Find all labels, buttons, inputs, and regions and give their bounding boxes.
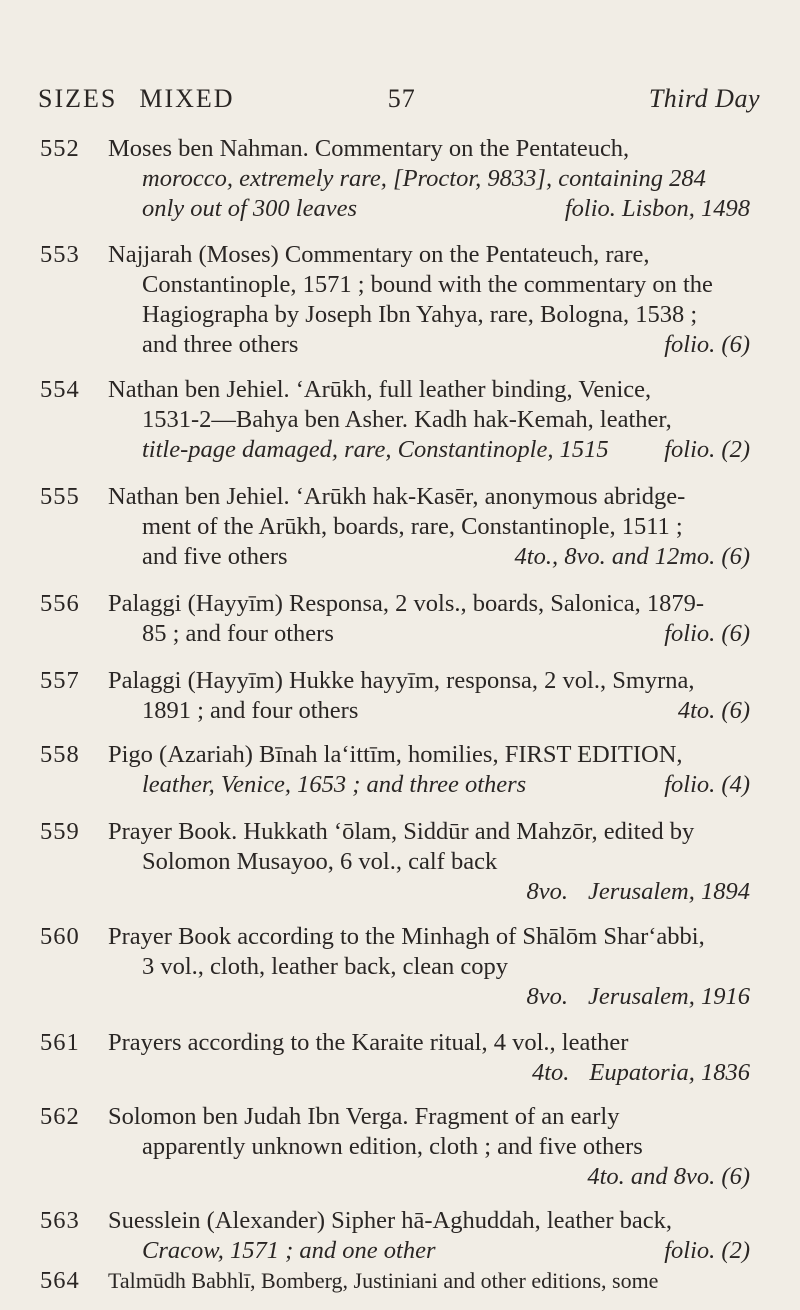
lot-line: 1891 ; and four others 4to. (6) xyxy=(142,697,750,724)
lot-559 xyxy=(40,817,750,907)
lot-line: Moses ben Nahman. Commentary on the Pentateuch, xyxy=(108,135,630,162)
lot-558 xyxy=(40,740,750,800)
lot-number: 563 xyxy=(40,1207,80,1234)
lot-line: Nathan ben Jehiel. ‘Arūkh hak-Kasēr, anonymous abridge- xyxy=(108,483,686,510)
lot-line: Palaggi (Hayyīm) Responsa, 2 vols., boards, Salonica, 1879- xyxy=(108,590,705,617)
lot-line: Talmūdh Babhlī, Bomberg, Justiniani and other editions, some xyxy=(108,1268,659,1293)
lot-line: Prayers according to the Karaite ritual, 4 vol., leather xyxy=(108,1029,629,1056)
lot-number: 564 xyxy=(40,1267,80,1294)
lot-560 xyxy=(40,922,750,1012)
lot-line: 3 vol., cloth, leather back, clean copy xyxy=(142,953,508,980)
lot-557 xyxy=(40,666,750,726)
lot-number: 554 xyxy=(40,376,80,403)
lot-line: 85 ; and four others folio. (6) xyxy=(142,620,750,647)
lot-number: 557 xyxy=(40,667,80,694)
lot-562 xyxy=(40,1102,750,1192)
lot-number: 562 xyxy=(40,1103,80,1130)
lot-line: ment of the Arūkh, boards, rare, Constantinople, 1511 ; xyxy=(142,513,683,540)
header-left xyxy=(38,84,235,114)
lot-564 xyxy=(40,1266,750,1296)
header-mixed: MIXED xyxy=(139,84,235,113)
lot-number: 553 xyxy=(40,241,80,268)
lot-line: 8vo. Jerusalem, 1916 xyxy=(526,983,750,1010)
lot-line: 8vo. Jerusalem, 1894 xyxy=(526,878,750,905)
lot-line: Solomon Musayoo, 6 vol., calf back xyxy=(142,848,498,875)
lot-line: Pigo (Azariah) Bīnah la‘ittīm, homilies, FIRST EDITION, xyxy=(108,741,683,768)
lot-line: Prayer Book. Hukkath ‘ōlam, Siddūr and Mahzōr, edited by xyxy=(108,818,695,845)
lot-line: Nathan ben Jehiel. ‘Arūkh, full leather binding, Venice, xyxy=(108,376,652,403)
lot-line: only out of 300 leaves folio. Lisbon, 1498 xyxy=(142,195,750,222)
lot-line: Cracow, 1571 ; and one other folio. (2) xyxy=(142,1237,750,1264)
page-number: 57 xyxy=(387,84,416,113)
lot-line: 4to. and 8vo. (6) xyxy=(587,1163,750,1190)
lot-line: Palaggi (Hayyīm) Hukke hayyīm, responsa, 2 vol., Smyrna, xyxy=(108,667,695,694)
lot-line: Constantinople, 1571 ; bound with the commentary on the xyxy=(142,271,713,298)
lot-line: Prayer Book according to the Minhagh of Shālōm Shar‘abbi, xyxy=(108,923,705,950)
header-sizes: SIZES xyxy=(38,84,118,113)
lot-561 xyxy=(40,1028,750,1088)
lot-563 xyxy=(40,1206,750,1266)
lot-line: Najjarah (Moses) Commentary on the Pentateuch, rare, xyxy=(108,241,650,268)
lot-line: leather, Venice, 1653 ; and three others folio. (4) xyxy=(142,771,750,798)
lot-553 xyxy=(40,240,750,360)
lot-number: 555 xyxy=(40,483,80,510)
lot-555 xyxy=(40,482,750,572)
lot-line: Solomon ben Judah Ibn Verga. Fragment of an early xyxy=(108,1103,620,1130)
lot-number: 559 xyxy=(40,818,80,845)
lot-line: 4to. Eupatoria, 1836 xyxy=(531,1059,750,1086)
lot-line: 1531-2—Bahya ben Asher. Kadh hak-Kemah, leather, xyxy=(142,406,672,433)
lot-line: morocco, extremely rare, [Proctor, 9833], containing 284 xyxy=(142,165,706,192)
lot-number: 552 xyxy=(40,135,80,162)
lot-number: 561 xyxy=(40,1029,80,1056)
lot-number: 558 xyxy=(40,741,80,768)
header-day: Third Day xyxy=(648,84,760,113)
page-header xyxy=(38,84,760,114)
lot-552 xyxy=(40,134,750,224)
lot-line: Suesslein (Alexander) Sipher hā-Aghuddah, leather back, xyxy=(108,1207,672,1234)
lot-line: and five others 4to., 8vo. and 12mo. (6) xyxy=(142,543,750,570)
lot-line: Hagiographa by Joseph Ibn Yahya, rare, Bologna, 1538 ; xyxy=(142,301,698,328)
lot-line: title-page damaged, rare, Constantinople, 1515 folio. (2) xyxy=(142,436,750,463)
lot-554 xyxy=(40,375,750,465)
lot-number: 560 xyxy=(40,923,80,950)
lot-line: and three others folio. (6) xyxy=(142,331,750,358)
lot-556 xyxy=(40,589,750,649)
lot-number: 556 xyxy=(40,590,80,617)
lot-line: apparently unknown edition, cloth ; and five others xyxy=(142,1133,643,1160)
